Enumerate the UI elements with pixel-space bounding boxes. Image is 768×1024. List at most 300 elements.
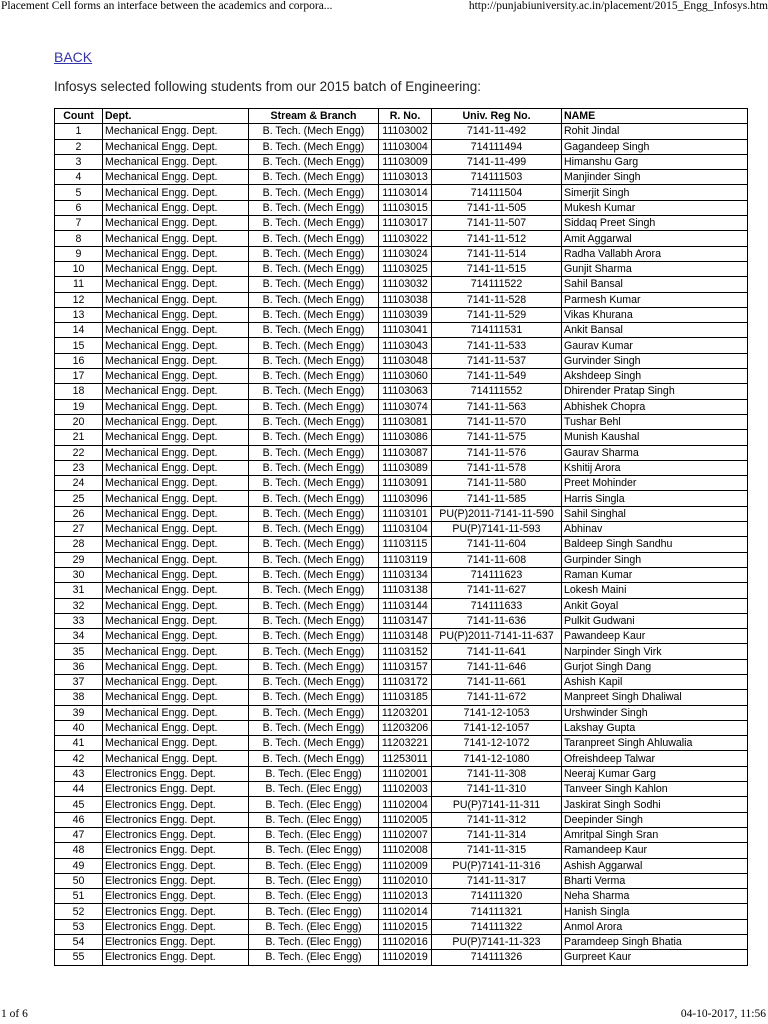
cell-rno: 11102019 xyxy=(379,950,432,965)
cell-name: Radha Vallabh Arora xyxy=(562,246,748,261)
table-body xyxy=(55,124,748,965)
cell-rno: 11103013 xyxy=(379,170,432,185)
cell-count: 41 xyxy=(55,736,103,751)
cell-dept: Mechanical Engg. Dept. xyxy=(103,124,249,139)
cell-rno: 11102008 xyxy=(379,843,432,858)
cell-rno: 11103025 xyxy=(379,261,432,276)
cell-stream: B. Tech. (Mech Engg) xyxy=(249,491,379,506)
cell-name: Gaurav Sharma xyxy=(562,445,748,460)
cell-dept: Mechanical Engg. Dept. xyxy=(103,583,249,598)
cell-univ-reg: 7141-11-636 xyxy=(432,613,562,628)
cell-name: Ankit Goyal xyxy=(562,598,748,613)
cell-dept: Mechanical Engg. Dept. xyxy=(103,705,249,720)
cell-name: Ashish Aggarwal xyxy=(562,858,748,873)
cell-univ-reg: 714111552 xyxy=(432,384,562,399)
cell-name: Baldeep Singh Sandhu xyxy=(562,537,748,552)
cell-dept: Electronics Engg. Dept. xyxy=(103,889,249,904)
table-row xyxy=(55,827,748,842)
table-row xyxy=(55,782,748,797)
cell-name: Amritpal Singh Sran xyxy=(562,827,748,842)
cell-name: Abhishek Chopra xyxy=(562,399,748,414)
cell-name: Akshdeep Singh xyxy=(562,369,748,384)
cell-stream: B. Tech. (Mech Engg) xyxy=(249,185,379,200)
cell-count: 49 xyxy=(55,858,103,873)
table-row xyxy=(55,736,748,751)
cell-univ-reg: 714111633 xyxy=(432,598,562,613)
cell-stream: B. Tech. (Mech Engg) xyxy=(249,338,379,353)
table-row xyxy=(55,812,748,827)
cell-dept: Mechanical Engg. Dept. xyxy=(103,629,249,644)
cell-rno: 11103015 xyxy=(379,200,432,215)
cell-rno: 11102001 xyxy=(379,766,432,781)
cell-rno: 11102009 xyxy=(379,858,432,873)
cell-rno: 11103091 xyxy=(379,476,432,491)
cell-stream: B. Tech. (Mech Engg) xyxy=(249,414,379,429)
cell-univ-reg: 7141-11-492 xyxy=(432,124,562,139)
cell-dept: Mechanical Engg. Dept. xyxy=(103,384,249,399)
cell-count: 53 xyxy=(55,919,103,934)
cell-dept: Electronics Engg. Dept. xyxy=(103,843,249,858)
cell-univ-reg: 714111321 xyxy=(432,904,562,919)
cell-stream: B. Tech. (Elec Engg) xyxy=(249,827,379,842)
cell-name: Gagandeep Singh xyxy=(562,139,748,154)
cell-stream: B. Tech. (Mech Engg) xyxy=(249,552,379,567)
cell-univ-reg: 7141-11-512 xyxy=(432,231,562,246)
cell-univ-reg: 7141-11-314 xyxy=(432,827,562,842)
cell-dept: Mechanical Engg. Dept. xyxy=(103,323,249,338)
table-row xyxy=(55,659,748,674)
cell-dept: Mechanical Engg. Dept. xyxy=(103,506,249,521)
page-url-header: http://punjabiuniversity.ac.in/placement/2015_Engg_Infosys.htm xyxy=(468,0,768,12)
cell-univ-reg: 7141-11-585 xyxy=(432,491,562,506)
table-row xyxy=(55,843,748,858)
cell-rno: 11103074 xyxy=(379,399,432,414)
cell-name: Mukesh Kumar xyxy=(562,200,748,215)
cell-stream: B. Tech. (Mech Engg) xyxy=(249,399,379,414)
cell-rno: 11102013 xyxy=(379,889,432,904)
cell-dept: Mechanical Engg. Dept. xyxy=(103,690,249,705)
cell-count: 3 xyxy=(55,154,103,169)
cell-dept: Mechanical Engg. Dept. xyxy=(103,491,249,506)
students-table xyxy=(54,108,748,966)
cell-univ-reg: 7141-12-1080 xyxy=(432,751,562,766)
cell-univ-reg: 7141-11-580 xyxy=(432,476,562,491)
cell-name: Gurjot Singh Dang xyxy=(562,659,748,674)
cell-dept: Mechanical Engg. Dept. xyxy=(103,613,249,628)
cell-dept: Electronics Engg. Dept. xyxy=(103,904,249,919)
cell-univ-reg: PU(P)7141-11-311 xyxy=(432,797,562,812)
cell-rno: 11103089 xyxy=(379,460,432,475)
cell-name: Lakshay Gupta xyxy=(562,720,748,735)
cell-rno: 11103148 xyxy=(379,629,432,644)
cell-count: 29 xyxy=(55,552,103,567)
cell-rno: 11203221 xyxy=(379,736,432,751)
cell-univ-reg: 7141-11-575 xyxy=(432,430,562,445)
cell-count: 43 xyxy=(55,766,103,781)
cell-rno: 11103172 xyxy=(379,674,432,689)
cell-name: Neha Sharma xyxy=(562,889,748,904)
cell-dept: Mechanical Engg. Dept. xyxy=(103,445,249,460)
cell-dept: Mechanical Engg. Dept. xyxy=(103,720,249,735)
cell-stream: B. Tech. (Elec Engg) xyxy=(249,766,379,781)
cell-rno: 11103144 xyxy=(379,598,432,613)
cell-rno: 11103119 xyxy=(379,552,432,567)
cell-stream: B. Tech. (Mech Engg) xyxy=(249,736,379,751)
table-row xyxy=(55,124,748,139)
cell-name: Manjinder Singh xyxy=(562,170,748,185)
table-row xyxy=(55,414,748,429)
cell-dept: Electronics Engg. Dept. xyxy=(103,935,249,950)
cell-univ-reg: PU(P)7141-11-593 xyxy=(432,522,562,537)
cell-dept: Electronics Engg. Dept. xyxy=(103,766,249,781)
cell-count: 46 xyxy=(55,812,103,827)
cell-univ-reg: 714111623 xyxy=(432,567,562,582)
table-row xyxy=(55,567,748,582)
table-row xyxy=(55,445,748,460)
intro-text: Infosys selected following students from our 2015 batch of Engineering: xyxy=(54,79,482,94)
cell-name: Rohit Jindal xyxy=(562,124,748,139)
table-row xyxy=(55,231,748,246)
cell-dept: Electronics Engg. Dept. xyxy=(103,858,249,873)
cell-rno: 11203206 xyxy=(379,720,432,735)
cell-univ-reg: 7141-11-672 xyxy=(432,690,562,705)
cell-univ-reg: 7141-11-563 xyxy=(432,399,562,414)
cell-stream: B. Tech. (Elec Engg) xyxy=(249,889,379,904)
cell-count: 18 xyxy=(55,384,103,399)
cell-dept: Mechanical Engg. Dept. xyxy=(103,261,249,276)
cell-stream: B. Tech. (Mech Engg) xyxy=(249,124,379,139)
cell-name: Jaskirat Singh Sodhi xyxy=(562,797,748,812)
cell-rno: 11103009 xyxy=(379,154,432,169)
cell-dept: Mechanical Engg. Dept. xyxy=(103,460,249,475)
cell-stream: B. Tech. (Mech Engg) xyxy=(249,246,379,261)
cell-univ-reg: 7141-11-312 xyxy=(432,812,562,827)
cell-count: 44 xyxy=(55,782,103,797)
table-row xyxy=(55,904,748,919)
cell-name: Gurpreet Kaur xyxy=(562,950,748,965)
cell-stream: B. Tech. (Mech Engg) xyxy=(249,583,379,598)
table-row xyxy=(55,476,748,491)
cell-count: 14 xyxy=(55,323,103,338)
cell-stream: B. Tech. (Mech Engg) xyxy=(249,430,379,445)
cell-count: 11 xyxy=(55,277,103,292)
cell-stream: B. Tech. (Elec Engg) xyxy=(249,873,379,888)
col-header-name: NAME xyxy=(562,109,748,124)
cell-rno: 11103101 xyxy=(379,506,432,521)
cell-stream: B. Tech. (Mech Engg) xyxy=(249,476,379,491)
back-link[interactable]: BACK xyxy=(54,49,93,65)
cell-univ-reg: 7141-11-514 xyxy=(432,246,562,261)
cell-count: 19 xyxy=(55,399,103,414)
cell-rno: 11103063 xyxy=(379,384,432,399)
cell-stream: B. Tech. (Mech Engg) xyxy=(249,384,379,399)
table-row xyxy=(55,323,748,338)
cell-name: Taranpreet Singh Ahluwalia xyxy=(562,736,748,751)
cell-stream: B. Tech. (Mech Engg) xyxy=(249,720,379,735)
cell-count: 51 xyxy=(55,889,103,904)
cell-stream: B. Tech. (Mech Engg) xyxy=(249,200,379,215)
cell-dept: Mechanical Engg. Dept. xyxy=(103,552,249,567)
cell-univ-reg: 7141-11-505 xyxy=(432,200,562,215)
col-header-dept: Dept. xyxy=(103,109,249,124)
cell-univ-reg: 7141-11-515 xyxy=(432,261,562,276)
cell-dept: Mechanical Engg. Dept. xyxy=(103,200,249,215)
cell-stream: B. Tech. (Elec Engg) xyxy=(249,858,379,873)
cell-count: 26 xyxy=(55,506,103,521)
cell-name: Parmesh Kumar xyxy=(562,292,748,307)
cell-stream: B. Tech. (Mech Engg) xyxy=(249,307,379,322)
cell-count: 9 xyxy=(55,246,103,261)
cell-name: Tanveer Singh Kahlon xyxy=(562,782,748,797)
cell-dept: Mechanical Engg. Dept. xyxy=(103,537,249,552)
table-row xyxy=(55,537,748,552)
cell-univ-reg: 7141-11-533 xyxy=(432,338,562,353)
cell-count: 7 xyxy=(55,216,103,231)
cell-stream: B. Tech. (Mech Engg) xyxy=(249,659,379,674)
cell-stream: B. Tech. (Elec Engg) xyxy=(249,797,379,812)
cell-dept: Mechanical Engg. Dept. xyxy=(103,277,249,292)
cell-name: Bharti Verma xyxy=(562,873,748,888)
cell-univ-reg: 7141-11-576 xyxy=(432,445,562,460)
cell-univ-reg: 7141-11-627 xyxy=(432,583,562,598)
cell-count: 16 xyxy=(55,353,103,368)
cell-count: 50 xyxy=(55,873,103,888)
cell-rno: 11103041 xyxy=(379,323,432,338)
cell-count: 8 xyxy=(55,231,103,246)
cell-dept: Mechanical Engg. Dept. xyxy=(103,139,249,154)
cell-count: 25 xyxy=(55,491,103,506)
table-row xyxy=(55,277,748,292)
cell-name: Ashish Kapil xyxy=(562,674,748,689)
cell-univ-reg: 7141-11-537 xyxy=(432,353,562,368)
cell-rno: 11103039 xyxy=(379,307,432,322)
cell-stream: B. Tech. (Elec Engg) xyxy=(249,904,379,919)
cell-name: Preet Mohinder xyxy=(562,476,748,491)
cell-count: 20 xyxy=(55,414,103,429)
cell-dept: Mechanical Engg. Dept. xyxy=(103,353,249,368)
col-header-rno: R. No. xyxy=(379,109,432,124)
cell-dept: Electronics Engg. Dept. xyxy=(103,782,249,797)
table-row xyxy=(55,307,748,322)
cell-name: Ankit Bansal xyxy=(562,323,748,338)
cell-name: Deepinder Singh xyxy=(562,812,748,827)
table-row xyxy=(55,935,748,950)
cell-dept: Mechanical Engg. Dept. xyxy=(103,170,249,185)
cell-count: 4 xyxy=(55,170,103,185)
table-row xyxy=(55,170,748,185)
cell-count: 38 xyxy=(55,690,103,705)
cell-count: 48 xyxy=(55,843,103,858)
cell-rno: 11253011 xyxy=(379,751,432,766)
cell-name: Gurpinder Singh xyxy=(562,552,748,567)
cell-univ-reg: 7141-11-529 xyxy=(432,307,562,322)
table-row xyxy=(55,338,748,353)
cell-count: 47 xyxy=(55,827,103,842)
cell-count: 13 xyxy=(55,307,103,322)
cell-univ-reg: 7141-11-499 xyxy=(432,154,562,169)
cell-count: 5 xyxy=(55,185,103,200)
cell-count: 21 xyxy=(55,430,103,445)
cell-dept: Electronics Engg. Dept. xyxy=(103,950,249,965)
table-row xyxy=(55,919,748,934)
table-row xyxy=(55,766,748,781)
cell-rno: 11102003 xyxy=(379,782,432,797)
cell-rno: 11103017 xyxy=(379,216,432,231)
table-row xyxy=(55,216,748,231)
cell-univ-reg: 7141-11-578 xyxy=(432,460,562,475)
cell-dept: Mechanical Engg. Dept. xyxy=(103,751,249,766)
cell-dept: Mechanical Engg. Dept. xyxy=(103,567,249,582)
cell-dept: Electronics Engg. Dept. xyxy=(103,919,249,934)
table-row xyxy=(55,705,748,720)
cell-stream: B. Tech. (Mech Engg) xyxy=(249,460,379,475)
cell-count: 15 xyxy=(55,338,103,353)
cell-dept: Mechanical Engg. Dept. xyxy=(103,659,249,674)
table-row xyxy=(55,154,748,169)
table-row xyxy=(55,613,748,628)
cell-stream: B. Tech. (Mech Engg) xyxy=(249,277,379,292)
table-row xyxy=(55,873,748,888)
cell-count: 27 xyxy=(55,522,103,537)
cell-stream: B. Tech. (Mech Engg) xyxy=(249,522,379,537)
cell-name: Simerjit Singh xyxy=(562,185,748,200)
cell-stream: B. Tech. (Mech Engg) xyxy=(249,170,379,185)
table-row xyxy=(55,430,748,445)
table-row xyxy=(55,399,748,414)
cell-count: 35 xyxy=(55,644,103,659)
cell-rno: 11103185 xyxy=(379,690,432,705)
cell-rno: 11103096 xyxy=(379,491,432,506)
cell-univ-reg: 7141-12-1072 xyxy=(432,736,562,751)
cell-count: 2 xyxy=(55,139,103,154)
cell-count: 33 xyxy=(55,613,103,628)
cell-rno: 11103022 xyxy=(379,231,432,246)
cell-stream: B. Tech. (Mech Engg) xyxy=(249,613,379,628)
cell-count: 22 xyxy=(55,445,103,460)
cell-count: 37 xyxy=(55,674,103,689)
cell-stream: B. Tech. (Mech Engg) xyxy=(249,537,379,552)
table-row xyxy=(55,185,748,200)
cell-count: 39 xyxy=(55,705,103,720)
cell-univ-reg: 7141-11-310 xyxy=(432,782,562,797)
cell-stream: B. Tech. (Mech Engg) xyxy=(249,323,379,338)
cell-rno: 11103104 xyxy=(379,522,432,537)
cell-stream: B. Tech. (Mech Engg) xyxy=(249,598,379,613)
cell-univ-reg: 7141-11-528 xyxy=(432,292,562,307)
cell-stream: B. Tech. (Mech Engg) xyxy=(249,353,379,368)
cell-count: 24 xyxy=(55,476,103,491)
cell-rno: 11103004 xyxy=(379,139,432,154)
table-row xyxy=(55,139,748,154)
cell-rno: 11102014 xyxy=(379,904,432,919)
cell-rno: 11103134 xyxy=(379,567,432,582)
table-row xyxy=(55,261,748,276)
cell-count: 10 xyxy=(55,261,103,276)
cell-name: Munish Kaushal xyxy=(562,430,748,445)
cell-univ-reg: 714111322 xyxy=(432,919,562,934)
cell-stream: B. Tech. (Mech Engg) xyxy=(249,751,379,766)
cell-dept: Mechanical Engg. Dept. xyxy=(103,307,249,322)
cell-dept: Mechanical Engg. Dept. xyxy=(103,185,249,200)
cell-univ-reg: 7141-11-308 xyxy=(432,766,562,781)
cell-dept: Electronics Engg. Dept. xyxy=(103,827,249,842)
cell-rno: 11103152 xyxy=(379,644,432,659)
cell-count: 6 xyxy=(55,200,103,215)
cell-name: Paramdeep Singh Bhatia xyxy=(562,935,748,950)
cell-univ-reg: 714111503 xyxy=(432,170,562,185)
cell-univ-reg: PU(P)7141-11-316 xyxy=(432,858,562,873)
cell-count: 55 xyxy=(55,950,103,965)
table-row xyxy=(55,690,748,705)
cell-dept: Mechanical Engg. Dept. xyxy=(103,216,249,231)
page-title-header: Placement Cell forms an interface between the academics and corpora... xyxy=(1,0,333,12)
cell-rno: 11103086 xyxy=(379,430,432,445)
col-header-count: Count xyxy=(55,109,103,124)
cell-univ-reg: 7141-11-549 xyxy=(432,369,562,384)
cell-stream: B. Tech. (Mech Engg) xyxy=(249,506,379,521)
cell-dept: Mechanical Engg. Dept. xyxy=(103,246,249,261)
cell-univ-reg: 7141-11-604 xyxy=(432,537,562,552)
cell-name: Sahil Bansal xyxy=(562,277,748,292)
table-row xyxy=(55,598,748,613)
cell-univ-reg: 7141-11-507 xyxy=(432,216,562,231)
cell-univ-reg: PU(P)7141-11-323 xyxy=(432,935,562,950)
cell-stream: B. Tech. (Mech Engg) xyxy=(249,231,379,246)
cell-name: Ofreishdeep Talwar xyxy=(562,751,748,766)
cell-name: Narpinder Singh Virk xyxy=(562,644,748,659)
cell-rno: 11102005 xyxy=(379,812,432,827)
cell-count: 30 xyxy=(55,567,103,582)
table-row xyxy=(55,858,748,873)
cell-count: 42 xyxy=(55,751,103,766)
cell-stream: B. Tech. (Mech Engg) xyxy=(249,369,379,384)
table-row xyxy=(55,353,748,368)
table-row xyxy=(55,720,748,735)
cell-name: Vikas Khurana xyxy=(562,307,748,322)
table-row xyxy=(55,583,748,598)
cell-count: 31 xyxy=(55,583,103,598)
table-row xyxy=(55,950,748,965)
cell-univ-reg: 714111531 xyxy=(432,323,562,338)
cell-name: Raman Kumar xyxy=(562,567,748,582)
cell-rno: 11103060 xyxy=(379,369,432,384)
table-row xyxy=(55,644,748,659)
cell-dept: Electronics Engg. Dept. xyxy=(103,873,249,888)
cell-stream: B. Tech. (Elec Engg) xyxy=(249,950,379,965)
table-row xyxy=(55,629,748,644)
cell-rno: 11103087 xyxy=(379,445,432,460)
cell-stream: B. Tech. (Elec Engg) xyxy=(249,812,379,827)
cell-dept: Mechanical Engg. Dept. xyxy=(103,522,249,537)
cell-name: Pawandeep Kaur xyxy=(562,629,748,644)
cell-stream: B. Tech. (Mech Engg) xyxy=(249,629,379,644)
cell-dept: Electronics Engg. Dept. xyxy=(103,812,249,827)
cell-stream: B. Tech. (Mech Engg) xyxy=(249,292,379,307)
cell-rno: 11102007 xyxy=(379,827,432,842)
table-row xyxy=(55,200,748,215)
cell-count: 54 xyxy=(55,935,103,950)
cell-dept: Mechanical Engg. Dept. xyxy=(103,292,249,307)
cell-dept: Mechanical Engg. Dept. xyxy=(103,338,249,353)
cell-rno: 11103032 xyxy=(379,277,432,292)
cell-univ-reg: 7141-11-317 xyxy=(432,873,562,888)
cell-dept: Mechanical Engg. Dept. xyxy=(103,598,249,613)
cell-name: Amit Aggarwal xyxy=(562,231,748,246)
cell-stream: B. Tech. (Mech Engg) xyxy=(249,445,379,460)
cell-rno: 11103038 xyxy=(379,292,432,307)
cell-name: Harris Singla xyxy=(562,491,748,506)
cell-stream: B. Tech. (Mech Engg) xyxy=(249,567,379,582)
